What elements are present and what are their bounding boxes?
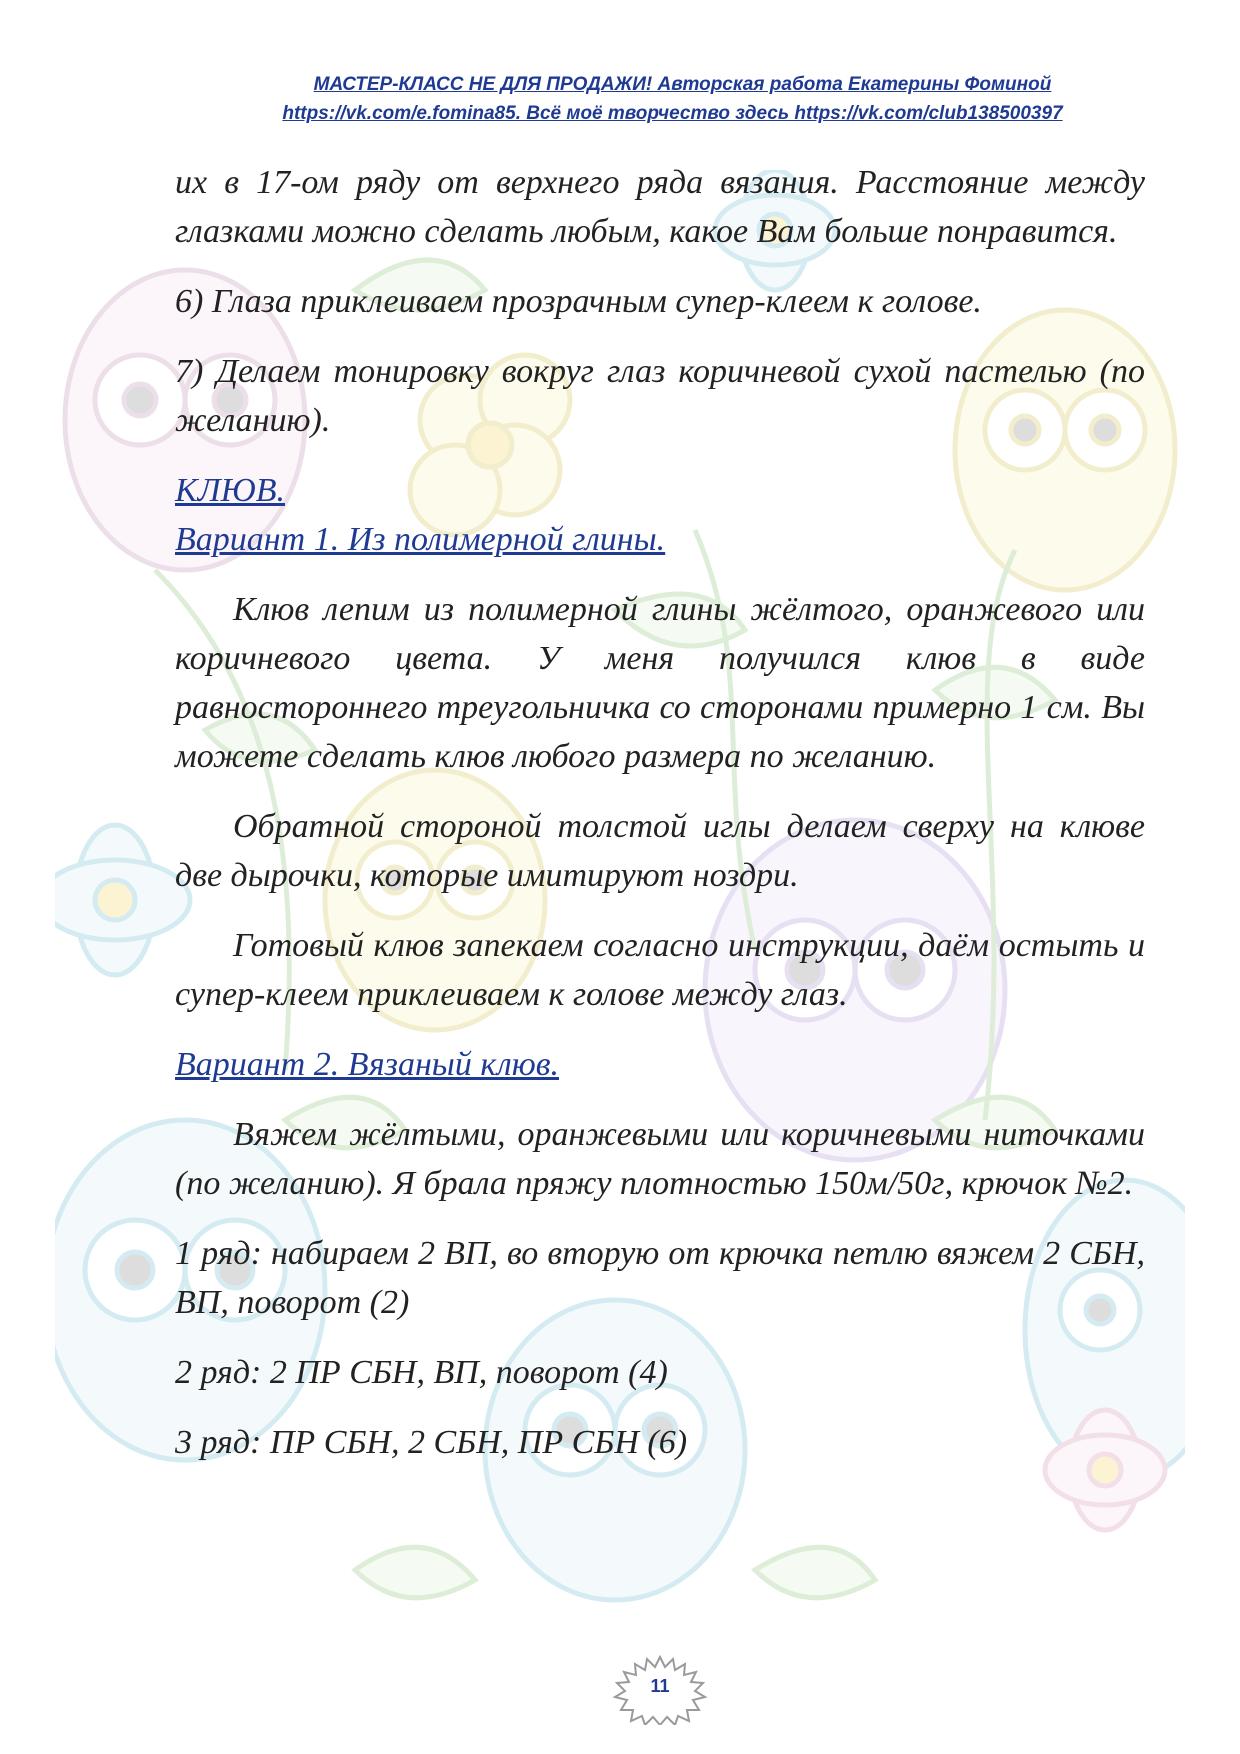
paragraph-step-7: 7) Делаем тонировку вокруг глаз коричневой сухой пастелью (по желанию).: [175, 353, 1145, 439]
section-heading-block: [175, 466, 1145, 564]
page-header: [0, 70, 1240, 128]
row-2-instruction: 2 ряд: 2 ПР СБН, ВП, поворот (4): [175, 1354, 668, 1391]
paragraph-step-6: 6) Глаза приклеиваем прозрачным супер-клеем к голове.: [175, 283, 982, 320]
row-3-instruction: 3 ряд: ПР СБН, 2 СБН, ПР СБН (6): [175, 1424, 688, 1461]
paragraph-variant1-nostrils: Обратной стороной толстой иглы делаем сверху на клюве две дырочки, которые имитируют ноздри.: [175, 808, 1145, 894]
paragraph-variant2-intro: Вяжем жёлтыми, оранжевыми или коричневыми ниточками (по желанию). Я брала пряжу плотностью 150м/50г, крючок №2.: [175, 1116, 1145, 1202]
paragraph-variant1-bake: Готовый клюв запекаем согласно инструкции, даём остыть и супер-клеем приклеиваем к голове между глаз.: [175, 927, 1145, 1013]
flower-blue-icon: [55, 825, 190, 975]
row-1-instruction: 1 ряд: набираем 2 ВП, во вторую от крючка петлю вяжем 2 СБН, ВП, поворот (2): [175, 1235, 1145, 1321]
document-body: [175, 158, 1145, 1488]
page-number-badge: [605, 1655, 715, 1725]
paragraph-variant1-intro: Клюв лепим из полимерной глины жёлтого, оранжевого или коричневого цвета. У меня получился клюв в виде равностороннего треугольничка со сторонами примерно 1 см. Вы можете сделать клюв любого размера по желанию.: [175, 591, 1145, 775]
paragraph-eyes-position: их в 17-ом ряду от верхнего ряда вязания. Расстояние между глазками можно сделать любым, какое Вам больше понравится.: [175, 164, 1145, 250]
header-links-line[interactable]: https://vk.com/e.fomina85. Всё моё творчество здесь https://vk.com/club138500397: [282, 103, 1063, 124]
heading-beak: КЛЮВ.: [175, 472, 285, 509]
header-copyright-line: МАСТЕР-КЛАСС НЕ ДЛЯ ПРОДАЖИ! Авторская работа Екатерины Фоминой: [313, 74, 1052, 95]
heading-variant-1: Вариант 1. Из полимерной глины.: [175, 521, 666, 558]
variant2-heading-block: [175, 1040, 1145, 1089]
page-number: 11: [650, 1676, 670, 1696]
heading-variant-2: Вариант 2. Вязаный клюв.: [175, 1046, 559, 1083]
